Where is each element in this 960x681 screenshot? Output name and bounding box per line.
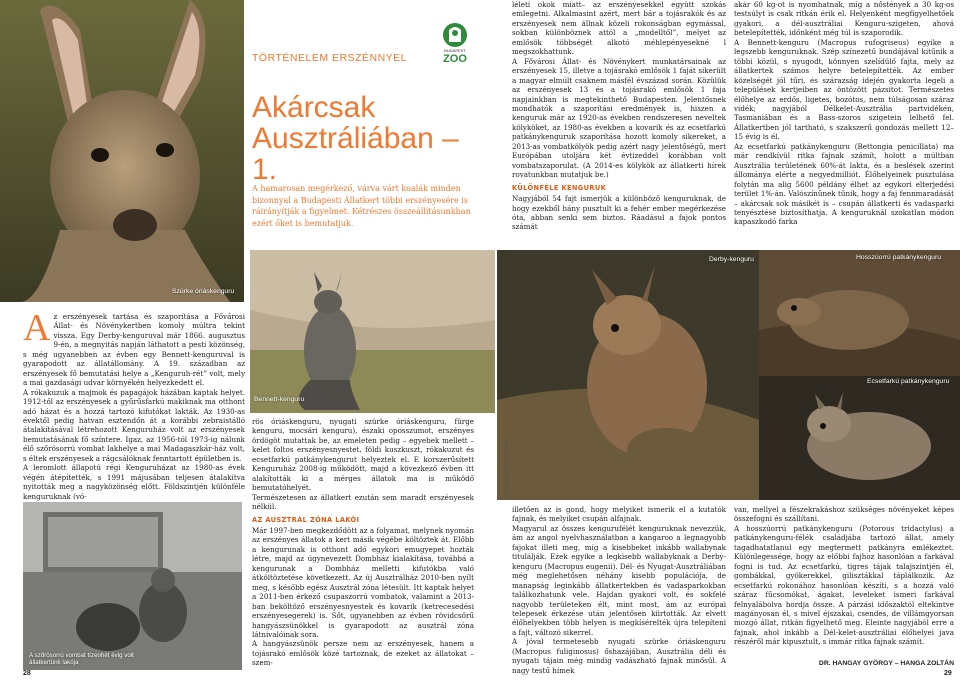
col4-top-p1: akár 60 kg-ot is nyomhatnak, míg a nőstények a 30 kg-os testsúlyt is csak ritkán érik el. Helyenként megfigyelhetőek gyakori, a dél-ausztráliai Kenguru-szigeten, ahová betelepítették, időnként még túl is szaporodik. [734,0,954,38]
derby-caption: Derby-kenguru [709,256,754,263]
logo-top-text: BUDAPEST [444,48,466,53]
section-title-kenguruk: KÜLÖNFÉLE KENGURUK [512,183,607,192]
grey-kangaroo-photo [0,0,244,302]
kicker: TÖRTÉNELEM ERSZÉNNYEL [252,52,408,64]
col1-p3: A leromlott állapotú régi Kenguruházat az 1980-as évek végén átépítették, s 1991 májusában teljesen átalakítva nyitották meg a nagyközönség előtt. Földszintjén különféle kenguruknak (vó- [23,463,245,501]
potoroo-image [759,250,960,376]
section-title-zona: AZ AUSZTRÁL ZÓNA LAKÓI [252,515,360,524]
grey-kangaroo-caption: Szürke óriáskenguru [172,288,235,295]
grey-kangaroo-image [0,0,244,302]
col1-p2: A rókakuzuk a majmok és papagájok házában kaptak helyet. 1912-től az erszényesek a gyűrűsfarkú makiknak ma otthont adó házat és a hozzá tartozó kifutókat lakták. Az 1930-as évektől pedig hatvan esztendőn át a korábbi zebraistálló átalakításával létrehozott Kenguruház volt az erszényesek bemutatásának fő színtere. Igaz, az 1956-tól 1973-ig nálunk élő szőrösorrú vombat lakhelye a mai Madagaszkár-ház volt, s éltek erszényesek a rágcsálóknak fenntartott épületben is. [23,387,245,463]
historic-caption: A szőrösorrú vombat tízenhét évig volt állatkertünk lakója [29,652,134,667]
col1-p1: z erszényesek tartása és szaporítása a Fővárosi Állat- és Növénykertben komoly múltra tekint vissza. Egy Derby-kenguruval már 1866. augusztus 9-én, a megnyitás napján láthatott a pesti közönség, s még ugyanebben az évben egy Bennett-kenguruval is gyarapodott az állatállomány. A 19. században az erszényesek fő bemutatási helye a „Kenguruh-rét” volt, mely a mai gazdasági udvar környékén helyezkedett el. [23,312,245,388]
photo-credit: Fotó: Bagosi Zoltán felvételei [505,438,510,500]
lead-text: A hamarosan megérkező, várva várt koalák minden bizonnyal a Budapesti Állatkert többi erszényesére is ráirányítják a figyelmet. Kétrészes összeállításunkban ezért őket is bemutatjuk. [252,184,471,228]
logo-main-text: ZOO [443,53,467,65]
column-1 [23,307,245,501]
bennett-kangaroo-photo [250,250,495,413]
col4-top-p2: A Bennett-kenguru (Macropus rufogriseus) egyike a legszebb kenguruknak. Szép színezetű bundájával kitűnik a többi közül, s nyugodt, könnyen szelídülő fajta, mely az állatkertek számos helyre betelepítették. Az ember közelségét jól tűri, és szárazság idején gyakorta legeli a települések kertjeiben az öntözött pázsitot. Természetes élőhelye az erdős, ligetes, bozótos, nem túlságosan száraz vidék; nagyjából Délkelet-Ausztrália partvidékén, Tasmaniában és a Bass-szoros szigetein lelhető fel. Állatkertben jól tartható, s szakszerű gondozás mellett 12–15 évig is él. [734,37,954,142]
column-4-top [734,0,954,227]
page-number-right: 29 [944,670,952,677]
potoroo-caption: Hosszúorrú patkánykenguru [856,254,942,261]
bennett-caption: Bennett-kenguru [254,396,305,403]
bettong-image [759,376,960,500]
col2-p2: Természetesen az állatkert ezután sem maradt erszényesek nélkül. [252,492,474,512]
potoroo-photo [759,250,960,376]
zoo-logo [440,20,470,68]
col4-top-p3: Az ecsetfarkú patkánykenguru (Bettongia penicillata) ma már rendkívül ritka fajnak számít, holott a múltban Ausztrália területének 60%-át lakta, és a beslések szerint állománya elérte a negyedmilliót. Élőhelyeinek pusztulása folytán ma alig 5600 példány élhet az egykori elterjedési terület 1%-án. Valószínűnek tűnik, hogy a faj fennmaradását – akárcsak sok másikét is – csupán állatkerti és vadasparki tenyésztése biztosíthatja. A kenguruknál szokatlan módon kapaszkodó farka [734,141,954,227]
column-3-top [512,0,726,232]
col2-p4: A hangyászsünök persze nem az erszényesek, hanem a tojásrakó emlősök közé tartoznak, de ezeket az állatokat – szem- [252,639,474,668]
derby-kangaroo-photo [497,250,759,500]
col3-top-p2: A Fővárosi Állat- és Növénykert munkatársainak az erszényesek 15, illetve a tojásrakó emlősök 1 faját sikerült a magyar elmúlt csaknem másfél évszázad során. Közülük az erszényesek 13 és a tojásrakó emlősök 1 faja napjainkban is megtekinthető Budapesten. Jelentősnek mondhatók a szaporítási eredmények is, hiszen a kenguruk már az 1920-as években rendszeresen neveltek kölyköket, az 1980-as években a kovarik és az ecsetfarkú patkánykenguruk szaporítása hozott komoly sikereket, a 2013-as vombatkölyök pedig azért nagy jelentőségű, mert Európában utoljára két évtizeddel korábban volt vombatszaporulat. (A 2014-es kölykök az állatkerti hírek rovatunkban mutatjuk be.) [512,56,726,180]
title-line-2: Ausztráliában – 1. [252,122,459,186]
col3-bottom-p1: illetően az is gond, hogy melyiket ismerik el a kutatók fajnak, és melyiket csupán alfajnak. [512,505,726,524]
derby-kangaroo-image [497,250,759,500]
bettong-caption: Ecsetfarkú patkánykenguru [867,378,950,385]
historic-photo [23,502,242,670]
author-signature: DR. HANGAY GYÖRGY – HANGA ZOLTÁN [818,660,954,667]
col3-top-p3: Nagyjából 54 fajt ismerjük a különböző kenguruknak, de hogy ezekből hány pusztult ki a fehér ember megérkezése óta, abban senki sem biztos. Ráadásul a fajok pontos számát [512,194,726,232]
historic-image [23,502,242,670]
col2-p3: Már 1997-ben megkezdődött az a folyamat, melynek nyomán az erszényes állatok a kert másik végébe költöztek át. Előbb a kengurunak is otthont adó egykori emugyepet hozták létre, majd az úgynevezett Dombház kialakítása, továbbá a kengurunak a Dombház melletti kifutókba való átköltöztetése következett. Az új Ausztrálház 2010-ben nyílt meg, s később egész Ausztrál zóna létesült. Itt kaptak helyet a 2011-ben érkező csupaszorrú vombatok, valamint a 2013-ban beköltöző erszényesnyestek és kovarik (ketrecesedési erszényesegerek) is. Sőt, ugyanebben az évben rövidcsőrű hangyászsünökkel is gyarapodott az ausztrál zóna látnivalóinak sora. [252,525,474,639]
col3-bottom-p3: A jóval termetesebb nyugati szürke óriáskenguru (Macropus fuliginosus) őshazájában, Ausztrália déli és nyugati tájain még mindig vadászható fajnak minősül. A nagy testű hímek [512,637,726,675]
col2-p1: rös óriáskenguru, nyugati szürke óriáskenguru, fürge kenguru, mocsári kenguru), északi oposszumot, erszényes ördögöt mutattak be, az emeleten pedig – egyebek mellett – kelet foltos erszényesnyestet, földi kuszkuszt, rókakuzut és ecsetfarkú patkánykengurut helyeztek el. E korszerűsített Kenguruház 2008-ig működött, majd a kövezkező évben itt alakították ki a mérges állatok ma is működő bemutatóhelyét. [252,417,474,493]
col3-bottom-p2: Magyarul az összes kengurufélét kenguruknak nevezzük, ám az angol nyelvhasználatban a kangaroo a legnagyobb fajokat illeti meg, míg a kisebbeket inkább wallabynak titulálják. Ezek egyike a legkisebb wallabyknak a Derby-kenguru (Macropus eugenii). Dél- és Nyugat-Ausztráliában még meglehetősen néhány kisebb populációja, de manapság leginkább állatkertekben és vadasparkokban találkozhatunk vele. Hajdan gyakori volt, és sokfelé nagyobb területeken élt, mint most, ám az európai telepesek érkezése után jelentősen kiirtották. Az elvett élőhelyekben több helyen is megkísérelték újra telepíteni a fajt, változó sikerrel. [512,523,726,637]
title-line-1: Akárcsak [252,91,376,124]
col3-top-p1: léleti okok miatt– az erszényesekkel együtt szokás emlegetni. Alkalmasint azért, mert bár a tojásrakók és az erszényesek nem állnak közeli rokonságban egymással, sokban különböznek attól a „modelltől”, melyet az emlősök többségét alkotó méhlepényesekné l megszokhattunk. [512,0,726,57]
column-4-bottom [734,505,954,647]
bennett-kangaroo-image [250,250,495,413]
article-title [252,92,488,185]
page-number-left: 28 [23,670,31,677]
drop-cap: A [23,307,51,349]
col4-bottom-p2: A hosszúorrú patkánykenguru (Potorous tridactylus) a patkánykenguru-félék családjába tartozó állat, amely tagadhatatlanul egy megtermett patkányra emlékeztet. Különlegessége, hogy az előbbi fajhoz hasonlóan a farkával fogni is tud. Az ecsetfarkú, tigres tájak talajszintjén él, gombákkal, gyökerekkel, gilisztákkal táplálkozik. Az ecsetfarkú rokonához hasonlóan készíti, s a hozzá való száraz fűcsomókat, ágakat, leveleket ismeri farkával felnyalábolva hordja össze. A párzási időszaktól eltekintve magányosan él, s mivel éjszakai, csendes, de villámgyorsan mozgó állat, ritkán figyelhető meg. Eleinte nagyjából erre a fajnak, ahol inkább a Dél-kelet-ausztráliai élőhelyei java részéről már kipusztult, s immár ritka fajnak számít. [734,523,954,647]
col4-bottom-p1: van, mellyel a fészekrakáshoz szükséges növényeket képes összefogni és szállítani. [734,505,954,524]
column-2 [252,417,474,668]
bettong-photo [759,376,960,500]
column-3-bottom [512,505,726,675]
